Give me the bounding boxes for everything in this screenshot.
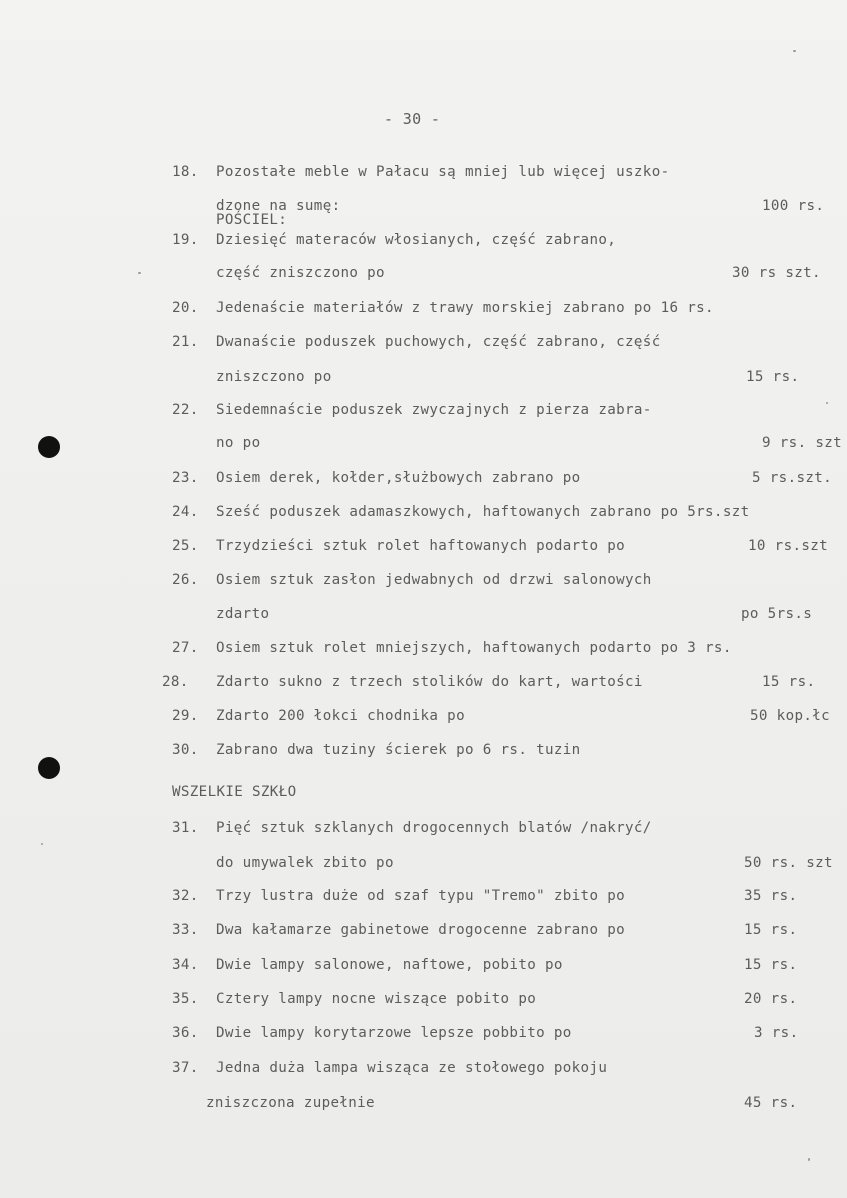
item-text: Cztery lampy nocne wiszące pobito po [216,991,537,1007]
item-text: Dwie lampy korytarzowe lepsze pobbito po [216,1025,572,1041]
item-number: 30. [172,742,199,758]
item-text: Dwa kałamarze gabinetowe drogocenne zabrano po [216,922,626,938]
item-number: 37. [172,1060,199,1076]
item-text: dzone na sumę: [216,198,341,214]
item-number: 22. [172,402,199,418]
item-number: 23. [172,470,199,486]
item-text: Trzy lustra duże od szaf typu "Tremo" zbito po [216,888,626,904]
item-number: 36. [172,1025,199,1041]
item-number: 18. [172,164,199,180]
item-value: 15 rs. [744,922,798,938]
item-number: 24. [172,504,199,520]
item-value: 15 rs. [744,957,798,973]
item-text: zdarto [216,606,270,622]
item-text: no po [216,435,261,451]
scan-speck [138,272,141,274]
item-text: Zdarto 200 łokci chodnika po [216,708,465,724]
item-value: 30 rs szt. [732,265,821,281]
item-value: po 5rs.s [741,606,813,622]
item-value: 9 rs. szt [762,435,843,451]
item-text: Osiem sztuk zasłon jedwabnych od drzwi salonowych [216,572,652,588]
item-text: zniszczona zupełnie [206,1095,375,1111]
item-value: 45 rs. [744,1095,798,1111]
item-number: 26. [172,572,199,588]
scan-speck [41,843,43,845]
scan-speck [826,402,828,404]
item-number: 19. [172,232,199,248]
scan-speck [793,50,796,52]
item-text: Dziesięć materaców włosianych, część zabrano, [216,232,617,248]
item-text: do umywalek zbito po [216,855,394,871]
item-text: zniszczono po [216,369,332,385]
item-text: Sześć poduszek adamaszkowych, haftowanych zabrano po 5rs.szt [216,504,750,520]
item-value: 3 rs. [754,1025,799,1041]
scan-speck [808,1158,810,1161]
item-text: Zdarto sukno z trzech stolików do kart, wartości [216,674,643,690]
item-text: Osiem sztuk rolet mniejszych, haftowanych podarto po 3 rs. [216,640,732,656]
item-number: 35. [172,991,199,1007]
item-number: 27. [172,640,199,656]
item-text: Pozostałe meble w Pałacu są mniej lub więcej uszko- [216,164,670,180]
item-value: 15 rs. [746,369,800,385]
item-value: 5 rs.szt. [752,470,833,486]
item-value: 20 rs. [744,991,798,1007]
item-value: 15 rs. [762,674,816,690]
section-heading: POŚCIEL: [216,212,288,228]
item-text: Zabrano dwa tuziny ścierek po 6 rs. tuzin [216,742,581,758]
item-text: Siedemnaście poduszek zwyczajnych z pierza zabra- [216,402,652,418]
item-number: 25. [172,538,199,554]
item-text: Jedna duża lampa wisząca ze stołowego pokoju [216,1060,608,1076]
item-number: 21. [172,334,199,350]
item-text: Dwie lampy salonowe, naftowe, pobito po [216,957,563,973]
item-text: Pięć sztuk szklanych drogocennych blatów /nakryć/ [216,820,652,836]
item-number: 32. [172,888,199,904]
item-number: 20. [172,300,199,316]
item-value: 100 rs. [762,198,825,214]
item-number: 29. [172,708,199,724]
punch-hole [38,436,60,458]
page-number: - 30 - [384,110,441,128]
item-number: 33. [172,922,199,938]
item-value: 35 rs. [744,888,798,904]
item-number: 34. [172,957,199,973]
item-text: część zniszczono po [216,265,385,281]
section-heading: WSZELKIE SZKŁO [172,784,297,800]
item-value: 50 rs. szt [744,855,833,871]
item-text: Osiem derek, kołder,służbowych zabrano po [216,470,581,486]
punch-hole [38,757,60,779]
item-text: Dwanaście poduszek puchowych, część zabrano, część [216,334,661,350]
item-value: 50 kop.łc [750,708,831,724]
item-text: Trzydzieści sztuk rolet haftowanych podarto po [216,538,626,554]
item-number: 31. [172,820,199,836]
item-number: 28. [162,674,189,690]
item-value: 10 rs.szt [748,538,829,554]
item-text: Jedenaście materiałów z trawy morskiej zabrano po 16 rs. [216,300,714,316]
